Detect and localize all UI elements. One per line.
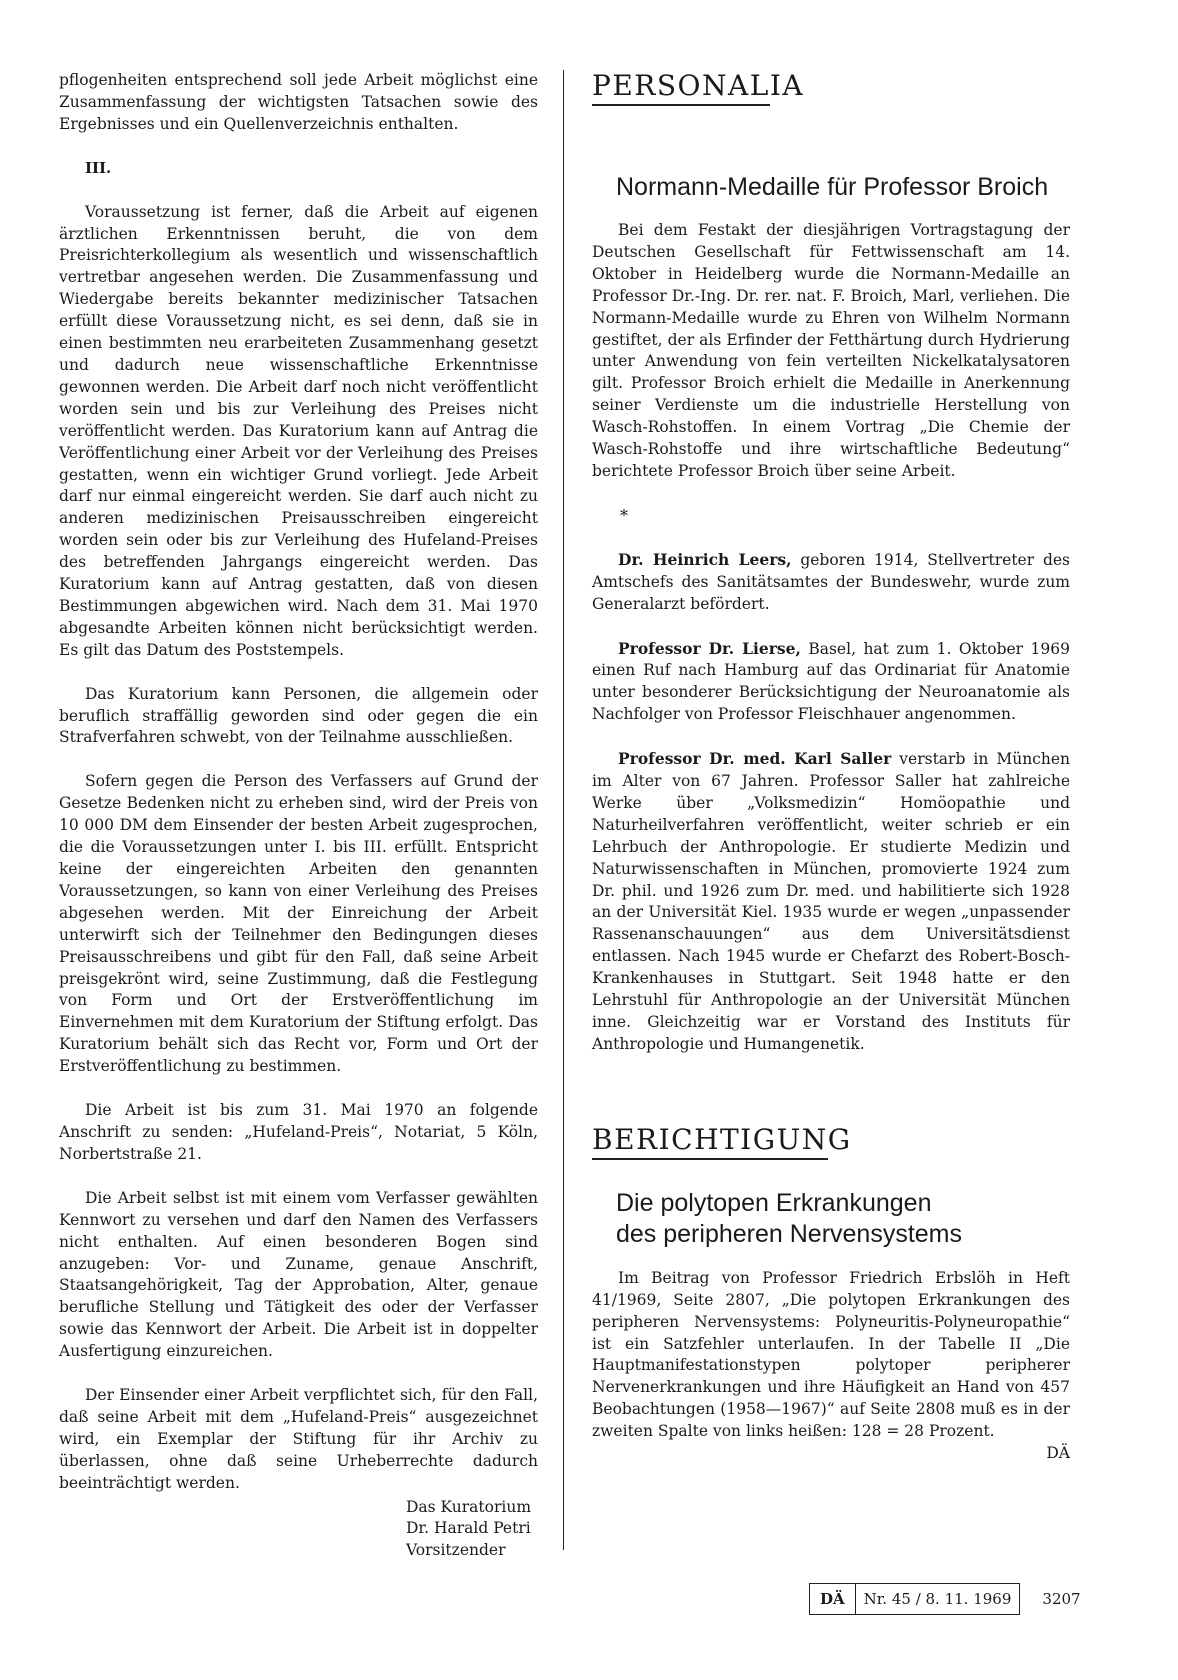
paragraph: Der Einsender einer Arbeit verpflichtet sich, für den Fall, daß seine Arbeit mit dem „Hufeland-Preis“ ausgezeichnet wird, ein Exemplar der Stiftung für ihr Archiv zu überlassen, ohne daß seine Urheberrechte dadurch beeinträchtigt werden. [59,1386,538,1492]
signature-block [59,1497,538,1563]
signature-line: Dr. Harald Petri [406,1519,531,1538]
left-column [59,70,538,1562]
section-number: III. [85,158,112,177]
paragraph [592,748,1070,1056]
paragraph: Die Arbeit ist bis zum 31. Mai 1970 an folgende Anschrift zu senden: „Hufeland-Preis“, Notariat, 5 Köln, Norbertstraße 21. [59,1101,538,1163]
paragraph: Die Arbeit selbst ist mit einem vom Verfasser gewählten Kennwort zu versehen und darf den Namen des Verfassers nicht enthalten. Auf einen besonderen Bogen sind anzugeben: Vor- und Zuname, genaue Anschrift, Staatsangehörigkeit, Tag der Approbation, Alter, genaue berufliche Stellung und Tätigkeit des oder der Verfasser sowie das Kennwort der Arbeit. Die Arbeit ist in doppelter Ausfertigung einzureichen. [59,1188,538,1361]
paragraph-text: geboren 1914, Stellvertreter des Amtschefs des Sanitätsamtes der Bundeswehr, wurde zum Generalarzt befördert. [592,550,1070,613]
page-footer [809,1583,1081,1615]
person-name: Professor Dr. med. Karl Saller [618,749,892,769]
paragraph: Im Beitrag von Professor Friedrich Erbslöh in Heft 41/1969, Seite 2807, „Die polytopen Erkrankungen des peripheren Nervensystems: Polyneuritis-Polyneuropathie“ ist ein Satzfehler unterlaufen. In der Tabelle II „Die Hauptmanifestationstypen polytoper peripherer Nervenerkrankungen und ihre Häufigkeit an Hand von 457 Beobachtungen (1958—1967)“ auf Seite 2808 muß es in der zweiten Spalte von links heißen: 128 = 28 Prozent. [592,1268,1070,1441]
separator-star: * [620,505,628,525]
paragraph: Voraussetzung ist ferner, daß die Arbeit auf eigenen ärztlichen Erkenntnissen beruht, die von dem Preisrichterkollegium als wesentlich und wissenschaftlich vertretbar angesehen werden. Die Zusammenfassung und Wiedergabe bereits bekannter medizinischer Tatsachen erfüllt diese Voraussetzung nicht, es sei denn, daß sie in einen bestimmten neu erarbeiteten Zusammenhang gesetzt und dadurch neue wissenschaftliche Erkenntnisse gewonnen werden. Die Arbeit darf noch nicht veröffentlicht worden sein und bis zur Verleihung des Preises nicht veröffentlicht werden. Das Kuratorium kann auf Antrag die Veröffentlichung einer Arbeit vor der Verleihung des Preises gestatten, wenn ein wichtiger Grund vorliegt. Jede Arbeit darf nur einmal eingereicht werden. Sie darf auch nicht zu anderen medizinischen Preisausschreiben eingereicht worden sein oder bis zur Verleihung des Hufeland-Preises des betreffenden Jahrgangs eingereicht werden. Das Kuratorium kann auf Antrag gestatten, daß von diesen Bestimmungen abgewichen wird. Nach dem 31. Mai 1970 abgesandte Arbeiten können nicht berücksichtigt werden. Es gilt das Datum des Poststempels. [59,202,538,659]
article-headline: Die polytopen Erkrankungen [616,1188,932,1217]
paragraph-text: Basel, hat zum 1. Oktober 1969 einen Ruf nach Hamburg auf das Ordinariat für Anatomie unter besonderer Berücksichtigung der Neuroanatomie als Nachfolger von Professor Fleischhauer angenommen. [592,639,1070,724]
paragraph [592,638,1070,727]
page-number: 3207 [1042,1590,1081,1608]
section-title: BERICHTIGUNG [592,1122,852,1156]
paragraph: pflogenheiten entsprechend soll jede Arbeit möglichst eine Zusammenfassung der wichtigsten Tatsachen sowie des Ergebnisses und ein Quellenverzeichnis enthalten. [59,71,538,133]
paragraph: Sofern gegen die Person des Verfassers auf Grund der Gesetze Bedenken nicht zu erheben sind, wird der Preis von 10 000 DM dem Einsender der besten Arbeit zugesprochen, die die Voraussetzungen unter I. bis III. erfüllt. Entspricht keine der eingereichten Arbeiten den genannten Voraussetzungen, so kann von einer Verleihung des Preises abgesehen werden. Mit der Einreichung der Arbeit unterwirft sich der Teilnehmer den Bedingungen dieses Preisausschreibens und gibt für den Fall, daß seine Arbeit preisgekrönt wird, seine Zustimmung, daß die Festlegung von Form und Ort der Erstveröffentlichung im Einvernehmen mit dem Kuratorium der Stiftung erfolgt. Das Kuratorium behält sich das Recht vor, Form und Ort der Erstveröffentlichung zu bestimmen. [59,772,538,1076]
section-title: PERSONALIA [592,69,805,102]
section-underline [592,104,770,106]
column-divider [563,70,564,1550]
signature-line: Vorsitzender [406,1541,506,1560]
paragraph: Bei dem Festakt der diesjährigen Vortragstagung der Deutschen Gesellschaft für Fettwissenschaft am 14. Oktober in Heidelberg wurde die Normann-Medaille an Professor Dr.-Ing. Dr. rer. nat. F. Broich, Marl, verliehen. Die Normann-Medaille wurde zu Ehren von Wilhelm Normann gestiftet, der als Erfinder der Fetthärtung durch Hydrierung unter Anwendung von fein verteilten Nickelkatalysatoren gilt. Professor Broich erhielt die Medaille in Anerkennung seiner Verdienste um die industrielle Herstellung von Wasch-Rohstoffen. In einem Vortrag „Die Chemie der Wasch-Rohstoffe und ihre wirtschaftliche Bedeutung“ berichtete Professor Broich über seine Arbeit. [592,221,1070,480]
paragraph [592,549,1070,616]
paragraph-text: verstarb in München im Alter von 67 Jahren. Professor Saller hat zahlreiche Werke über „Volksmedizin“ Homöopathie und Naturheilverfahren veröffentlicht, weiter schrieb er ein Lehrbuch der Anthropologie. Er studierte Medizin und Naturwissenschaften in München, promovierte 1924 zum Dr. phil. und 1926 zum Dr. med. und habilitierte sich 1928 an der Universität Kiel. 1935 wurde er wegen „unpassender Rassenanschauungen“ aus dem Universitätsdienst entlassen. Nach 1945 wurde er Chefarzt des Robert-Bosch-Krankenhauses in Stuttgart. Seit 1948 hatte er den Lehrstuhl für Anthropologie an der Universität München inne. Gleichzeitig war er Vorstand des Instituts für Anthropologie und Humangenetik. [592,750,1070,1053]
journal-issue-box [809,1583,1020,1615]
section-heading-personalia [592,70,1070,106]
article-headline: des peripheren Nervensystems [616,1219,962,1248]
section-heading-berichtigung [592,1124,1070,1160]
journal-abbrev: DÄ [810,1584,856,1614]
person-name: Dr. Heinrich Leers, [618,549,792,569]
article-headline: Normann-Medaille für Professor Broich [616,173,1049,201]
section-underline [592,1158,828,1160]
paragraph: Das Kuratorium kann Personen, die allgemein oder beruflich straffällig geworden sind oder gegen die ein Strafverfahren schwebt, von der Teilnahme ausschließen. [59,684,538,747]
right-column [592,70,1070,1465]
issue-number: Nr. 45 / 8. 11. 1969 [863,1590,1012,1608]
signature-line: Das Kuratorium [406,1497,532,1516]
person-name: Professor Dr. Lierse, [618,638,801,658]
author-initials: DÄ [1046,1444,1070,1463]
